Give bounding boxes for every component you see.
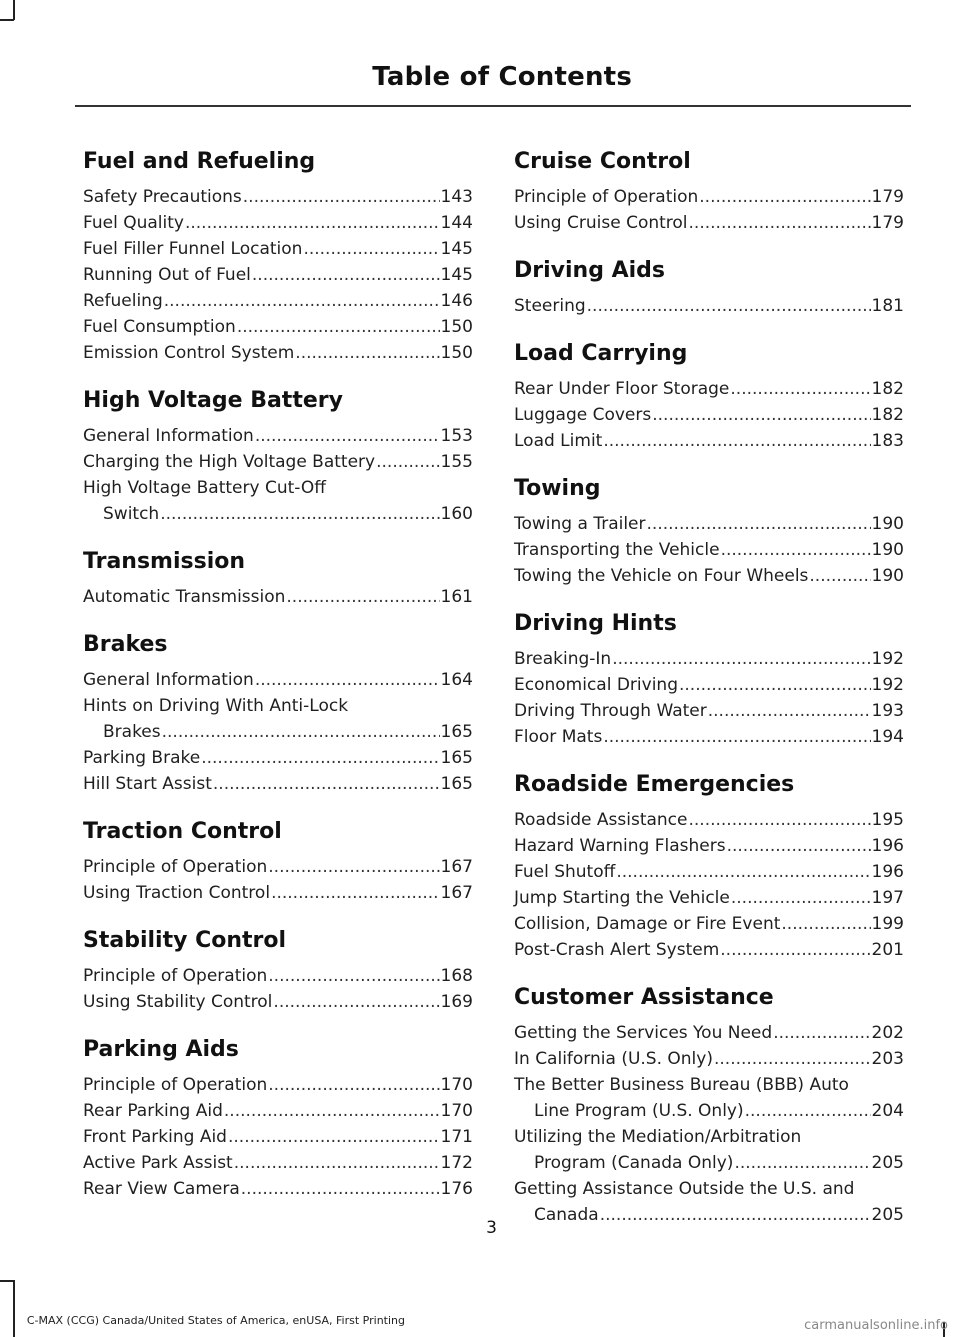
entry-label: Towing the Vehicle on Four Wheels: [514, 566, 809, 586]
entry-page-number: 146: [440, 291, 473, 311]
entry-page-number: 196: [871, 836, 904, 856]
toc-entry[interactable]: [83, 236, 473, 262]
toc-entry[interactable]: [83, 989, 473, 1015]
entry-label: Principle of Operation: [83, 966, 268, 986]
crop-mark-bottom-left-h: [0, 1280, 14, 1282]
entry-page-number: 192: [871, 675, 904, 695]
dot-leader: [745, 1098, 871, 1124]
entry-page-number: 160: [440, 504, 473, 524]
crop-mark-bottom-left: [13, 1280, 15, 1337]
dot-leader: [727, 833, 871, 859]
toc-entry[interactable]: [83, 1124, 473, 1150]
toc-entry[interactable]: [514, 428, 904, 454]
dot-leader: [234, 1150, 440, 1176]
dot-leader: [303, 236, 439, 262]
entry-page-number: 181: [871, 296, 904, 316]
toc-right-column: [514, 145, 904, 1246]
section-title: Cruise Control: [514, 149, 691, 174]
entry-label: Principle of Operation: [83, 1075, 268, 1095]
toc-entry[interactable]: [514, 885, 904, 911]
page-title: Table of Contents: [372, 62, 632, 92]
dot-leader: [781, 911, 870, 937]
entry-label-continued: Program (Canada Only): [534, 1153, 734, 1173]
dot-leader: [286, 584, 439, 610]
toc-entry[interactable]: [514, 1124, 904, 1176]
entry-page-number: 176: [440, 1179, 473, 1199]
entry-label: Using Traction Control: [83, 883, 271, 903]
entry-label: Emission Control System: [83, 343, 295, 363]
entry-label: Roadside Assistance: [514, 810, 688, 830]
entry-page-number: 150: [440, 343, 473, 363]
entry-label-continued: Line Program (U.S. Only): [534, 1101, 744, 1121]
dot-leader: [708, 698, 871, 724]
toc-entry[interactable]: [514, 511, 904, 537]
toc-entry[interactable]: [83, 771, 473, 797]
toc-section: [514, 337, 904, 454]
dot-leader: [252, 262, 440, 288]
entry-label: Floor Mats: [514, 727, 603, 747]
entry-page-number: 192: [871, 649, 904, 669]
toc-entry[interactable]: [83, 1072, 473, 1098]
toc-entry[interactable]: [83, 184, 473, 210]
toc-entry[interactable]: [514, 210, 904, 236]
section-title: Stability Control: [83, 928, 287, 953]
dot-leader: [201, 745, 439, 771]
entry-label: Luggage Covers: [514, 405, 652, 425]
entry-label-continued: Switch: [103, 504, 160, 524]
dot-leader: [603, 428, 870, 454]
entry-label: Load Limit: [514, 431, 603, 451]
toc-section: [83, 815, 473, 906]
entry-page-number: 204: [871, 1101, 904, 1121]
dot-leader: [714, 1046, 871, 1072]
dot-leader: [809, 563, 870, 589]
dot-leader: [160, 501, 439, 527]
entry-page-number: 197: [871, 888, 904, 908]
entry-label: High Voltage Battery Cut-Off: [83, 478, 326, 498]
watermark: carmanualsonline.info: [804, 1318, 948, 1333]
entry-label: Principle of Operation: [514, 187, 699, 207]
entry-label: Fuel Consumption: [83, 317, 236, 337]
entry-label: Fuel Shutoff: [514, 862, 616, 882]
toc-section: [83, 1033, 473, 1202]
toc-entry[interactable]: [83, 423, 473, 449]
toc-entry[interactable]: [83, 288, 473, 314]
entry-page-number: 167: [440, 857, 473, 877]
entry-page-number: 193: [871, 701, 904, 721]
toc-entry[interactable]: [514, 402, 904, 428]
dot-leader: [255, 667, 440, 693]
toc-section: [514, 768, 904, 963]
entry-page-number: 183: [871, 431, 904, 451]
entry-page-number: 205: [871, 1153, 904, 1173]
entry-label: Rear Under Floor Storage: [514, 379, 730, 399]
entry-label: Breaking-In: [514, 649, 612, 669]
toc-entry[interactable]: [514, 1020, 904, 1046]
toc-section: [514, 145, 904, 236]
toc-entry[interactable]: [514, 537, 904, 563]
entry-page-number: 194: [871, 727, 904, 747]
toc-section: [514, 254, 904, 319]
toc-entry[interactable]: [83, 1176, 473, 1202]
entry-label: Hill Start Assist: [83, 774, 212, 794]
toc-entry[interactable]: [514, 724, 904, 750]
section-title: Brakes: [83, 632, 168, 657]
section-title: Driving Hints: [514, 611, 677, 636]
dot-leader: [213, 771, 440, 797]
toc-entry[interactable]: [514, 1072, 904, 1124]
section-title: Customer Assistance: [514, 985, 774, 1010]
toc-entry[interactable]: [83, 880, 473, 906]
toc-entry[interactable]: [83, 667, 473, 693]
toc-entry[interactable]: [83, 210, 473, 236]
section-title: Driving Aids: [514, 258, 666, 283]
entry-label: In California (U.S. Only): [514, 1049, 713, 1069]
dot-leader: [734, 1150, 870, 1176]
entry-page-number: 165: [440, 722, 473, 742]
crop-mark-top-left-h: [0, 19, 14, 21]
toc-entry[interactable]: [83, 1150, 473, 1176]
toc-entry[interactable]: [514, 563, 904, 589]
entry-label: Collision, Damage or Fire Event: [514, 914, 781, 934]
entry-page-number: 144: [440, 213, 473, 233]
entry-label: Driving Through Water: [514, 701, 707, 721]
entry-label: Safety Precautions: [83, 187, 242, 207]
entry-page-number: 169: [440, 992, 473, 1012]
toc-left-column: [83, 145, 473, 1220]
entry-page-number: 143: [440, 187, 473, 207]
entry-page-number: 201: [871, 940, 904, 960]
crop-mark-top-left: [13, 0, 15, 20]
entry-label: Using Stability Control: [83, 992, 273, 1012]
entry-label-continued: Brakes: [103, 722, 161, 742]
section-title: Towing: [514, 476, 601, 501]
dot-leader: [616, 859, 870, 885]
toc-entry[interactable]: [514, 184, 904, 210]
entry-label: General Information: [83, 426, 254, 446]
toc-entry[interactable]: [514, 911, 904, 937]
entry-page-number: 171: [440, 1127, 473, 1147]
entry-label: Rear Parking Aid: [83, 1101, 223, 1121]
entry-label: Getting Assistance Outside the U.S. and: [514, 1179, 855, 1199]
dot-leader: [721, 537, 871, 563]
dot-leader: [699, 184, 870, 210]
dot-leader: [647, 511, 871, 537]
dot-leader: [273, 989, 439, 1015]
section-title: Fuel and Refueling: [83, 149, 316, 174]
dot-leader: [185, 210, 440, 236]
entry-page-number: 205: [871, 1205, 904, 1225]
entry-page-number: 202: [871, 1023, 904, 1043]
entry-label: General Information: [83, 670, 254, 690]
entry-label: Automatic Transmission: [83, 587, 286, 607]
entry-page-number: 150: [440, 317, 473, 337]
entry-page-number: 167: [440, 883, 473, 903]
toc-entry[interactable]: [514, 698, 904, 724]
entry-page-number: 182: [871, 379, 904, 399]
entry-page-number: 179: [871, 187, 904, 207]
toc-entry[interactable]: [83, 854, 473, 880]
entry-label: Utilizing the Mediation/Arbitration: [514, 1127, 802, 1147]
toc-entry[interactable]: [514, 807, 904, 833]
dot-leader: [730, 376, 870, 402]
dot-leader: [243, 184, 440, 210]
entry-label: Rear View Camera: [83, 1179, 240, 1199]
toc-entry[interactable]: [83, 693, 473, 745]
dot-leader: [268, 854, 439, 880]
entry-page-number: 153: [440, 426, 473, 446]
entry-page-number: 190: [871, 540, 904, 560]
entry-page-number: 145: [440, 239, 473, 259]
dot-leader: [688, 807, 870, 833]
entry-label: Refueling: [83, 291, 163, 311]
toc-section: [83, 628, 473, 797]
toc-section: [83, 145, 473, 366]
entry-label: Fuel Filler Funnel Location: [83, 239, 303, 259]
toc-entry[interactable]: [83, 314, 473, 340]
dot-leader: [164, 288, 440, 314]
toc-entry[interactable]: [83, 262, 473, 288]
toc-entry[interactable]: [83, 745, 473, 771]
dot-leader: [295, 340, 439, 366]
dot-leader: [612, 646, 870, 672]
toc-entry[interactable]: [514, 833, 904, 859]
entry-label: Principle of Operation: [83, 857, 268, 877]
dot-leader: [773, 1020, 870, 1046]
entry-label: Economical Driving: [514, 675, 678, 695]
entry-page-number: 199: [871, 914, 904, 934]
dot-leader: [720, 937, 870, 963]
entry-page-number: 165: [440, 774, 473, 794]
dot-leader: [228, 1124, 440, 1150]
header-divider: [75, 105, 911, 107]
section-title: Traction Control: [83, 819, 282, 844]
toc-entry[interactable]: [83, 449, 473, 475]
dot-leader: [652, 402, 870, 428]
entry-label: Front Parking Aid: [83, 1127, 227, 1147]
dot-leader: [268, 1072, 439, 1098]
dot-leader: [268, 963, 439, 989]
dot-leader: [376, 449, 439, 475]
section-title: High Voltage Battery: [83, 388, 343, 413]
entry-label: Jump Starting the Vehicle: [514, 888, 730, 908]
toc-entry[interactable]: [83, 584, 473, 610]
dot-leader: [224, 1098, 440, 1124]
entry-page-number: 165: [440, 748, 473, 768]
entry-page-number: 196: [871, 862, 904, 882]
toc-entry[interactable]: [83, 340, 473, 366]
toc-entry[interactable]: [514, 646, 904, 672]
entry-label: Post-Crash Alert System: [514, 940, 720, 960]
entry-label: The Better Business Bureau (BBB) Auto: [514, 1075, 849, 1095]
entry-label: Getting the Services You Need: [514, 1023, 773, 1043]
toc-entry[interactable]: [514, 859, 904, 885]
entry-page-number: 179: [871, 213, 904, 233]
entry-page-number: 195: [871, 810, 904, 830]
toc-section: [514, 981, 904, 1228]
section-title: Transmission: [83, 549, 246, 574]
entry-label: Towing a Trailer: [514, 514, 646, 534]
entry-page-number: 172: [440, 1153, 473, 1173]
dot-leader: [271, 880, 439, 906]
entry-page-number: 168: [440, 966, 473, 986]
toc-entry[interactable]: [83, 963, 473, 989]
toc-section: [83, 924, 473, 1015]
entry-page-number: 190: [871, 566, 904, 586]
entry-page-number: 164: [440, 670, 473, 690]
toc-section: [514, 607, 904, 750]
entry-page-number: 170: [440, 1101, 473, 1121]
entry-label: Fuel Quality: [83, 213, 184, 233]
toc-section: [83, 545, 473, 610]
section-title: Parking Aids: [83, 1037, 239, 1062]
toc-section: [514, 472, 904, 589]
toc-entry[interactable]: [83, 475, 473, 527]
toc-entry[interactable]: [83, 1098, 473, 1124]
dot-leader: [731, 885, 871, 911]
dot-leader: [162, 719, 440, 745]
entry-label: Transporting the Vehicle: [514, 540, 720, 560]
toc-entry[interactable]: [514, 672, 904, 698]
dot-leader: [603, 724, 870, 750]
entry-page-number: 170: [440, 1075, 473, 1095]
toc-entry[interactable]: [514, 1046, 904, 1072]
entry-label: Running Out of Fuel: [83, 265, 251, 285]
toc-entry[interactable]: [514, 937, 904, 963]
dot-leader: [587, 293, 871, 319]
entry-label: Active Park Assist: [83, 1153, 233, 1173]
toc-entry[interactable]: [514, 376, 904, 402]
section-title: Load Carrying: [514, 341, 688, 366]
entry-page-number: 145: [440, 265, 473, 285]
entry-page-number: 190: [871, 514, 904, 534]
entry-label: Parking Brake: [83, 748, 201, 768]
entry-page-number: 161: [440, 587, 473, 607]
dot-leader: [689, 210, 871, 236]
entry-page-number: 182: [871, 405, 904, 425]
dot-leader: [241, 1176, 440, 1202]
entry-page-number: 155: [440, 452, 473, 472]
entry-page-number: 203: [871, 1049, 904, 1069]
entry-label: Hints on Driving With Anti-Lock: [83, 696, 349, 716]
page-number: 3: [486, 1218, 497, 1238]
entry-label: Steering: [514, 296, 586, 316]
toc-section: [83, 384, 473, 527]
entry-label: Charging the High Voltage Battery: [83, 452, 376, 472]
dot-leader: [255, 423, 440, 449]
dot-leader: [679, 672, 871, 698]
entry-label: Using Cruise Control: [514, 213, 688, 233]
toc-entry[interactable]: [514, 293, 904, 319]
section-title: Roadside Emergencies: [514, 772, 795, 797]
entry-label-continued: Canada: [534, 1205, 599, 1225]
entry-label: Hazard Warning Flashers: [514, 836, 726, 856]
footer-text: C-MAX (CCG) Canada/United States of America, enUSA, First Printing: [26, 1314, 405, 1327]
dot-leader: [237, 314, 440, 340]
